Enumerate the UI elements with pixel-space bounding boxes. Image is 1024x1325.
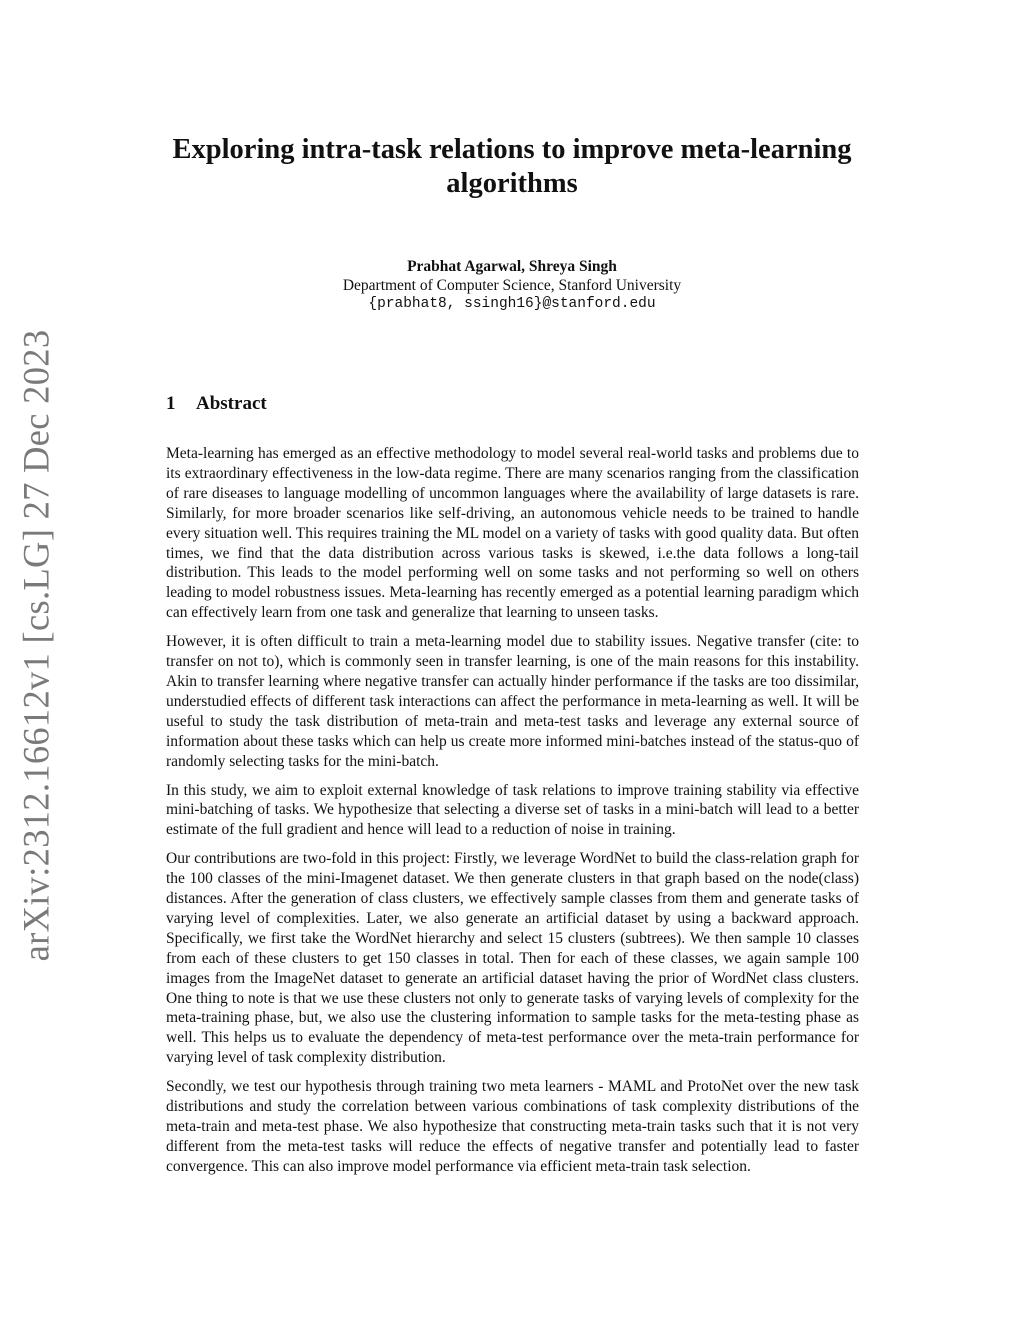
abstract-paragraph: Our contributions are two-fold in this project: Firstly, we leverage WordNet to build the class-relation graph for the 100 classes of the mini-Imagenet dataset. We then generate clusters in that graph based on the node(class) distances. After the generation of class clusters, we effectively sample classes from them and generate tasks of varying level of complexities. Later, we also generate an artificial dataset by using a backward approach. Specifically, we first take the WordNet hierarchy and select 15 clusters (subtrees). We then sample 10 classes from each of these clusters to get 150 classes in total. Then for each of these classes, we again sample 100 images from the ImageNet dataset to generate an artificial dataset having the prior of WordNet class clusters. One thing to note is that we use these clusters not only to generate tasks of varying levels of complexity for the meta-training phase, but, we also use the clustering information to sample tasks for the meta-testing phase as well. This helps us to evaluate the dependency of meta-test performance over the meta-train performance for varying level of task complexity distribution.	[166, 850, 859, 1067]
section-heading-abstract	[166, 393, 267, 415]
arxiv-identifier-stamp	[10, 329, 62, 961]
abstract-paragraph: However, it is often difficult to train a meta-learning model due to stability issues. Negative transfer (cite: to transfer on not to), which is commonly seen in transfer learning, is one of the main reasons for this instability. Akin to transfer learning where negative transfer can actually hinder performance if the tasks are too dissimilar, understudied effects of different task interactions can affect the performance in meta-learning as well. It will be useful to study the task distribution of meta-train and meta-test tasks and leverage any external source of information about these tasks which can help us create more informed mini-batches instead of the status-quo of randomly selecting tasks for the mini-batch.	[166, 633, 859, 770]
section-number: 1	[166, 393, 176, 414]
section-title: Abstract	[196, 393, 267, 414]
abstract-paragraph: Meta-learning has emerged as an effective methodology to model several real-world tasks and problems due to its extraordinary effectiveness in the low-data regime. There are many scenarios ranging from the classification of rare diseases to language modelling of uncommon languages where the availability of large datasets is rare. Similarly, for more broader scenarios like self-driving, an autonomous vehicle needs to be trained to handle every situation well. This requires training the ML model on a variety of tasks with good quality data. But often times, we find that the data distribution across various tasks is skewed, i.e.the data follows a long-tail distribution. This leads to the model performing well on some tasks and not performing so well on others leading to model robustness issues. Meta-learning has recently emerged as a potential learning paradigm which can effectively learn from one task and generalize that learning to unseen tasks.	[166, 445, 859, 622]
author-affiliation: Department of Computer Science, Stanford University	[342, 277, 682, 294]
abstract-paragraph: Secondly, we test our hypothesis through training two meta learners - MAML and ProtoNet over the new task distributions and study the correlation between various combinations of task complexity distributions of the meta-train and meta-test phase. We also hypothesize that constructing meta-train tasks such that it is not very different from the meta-test tasks will reduce the effects of negative transfer and potentially lead to faster convergence. This can also improve model performance via efficient meta-train task selection.	[166, 1078, 859, 1175]
author-names: Prabhat Agarwal, Shreya Singh	[407, 258, 617, 275]
author-block	[200, 257, 824, 314]
arxiv-identifier-text: arXiv:2312.16612v1 [cs.LG] 27 Dec 2023	[15, 329, 57, 961]
paper-title: Exploring intra-task relations to improve meta-learning algorithms	[172, 134, 852, 199]
abstract-paragraph: In this study, we aim to exploit external knowledge of task relations to improve training stability via effective mini-batching of tasks. We hypothesize that selecting a diverse set of tasks in a mini-batch will lead to a better estimate of the full gradient and hence will lead to a reduction of noise in training.	[166, 781, 859, 839]
abstract-body	[166, 444, 859, 1186]
author-email: {prabhat8, ssingh16}@stanford.edu	[368, 296, 656, 312]
